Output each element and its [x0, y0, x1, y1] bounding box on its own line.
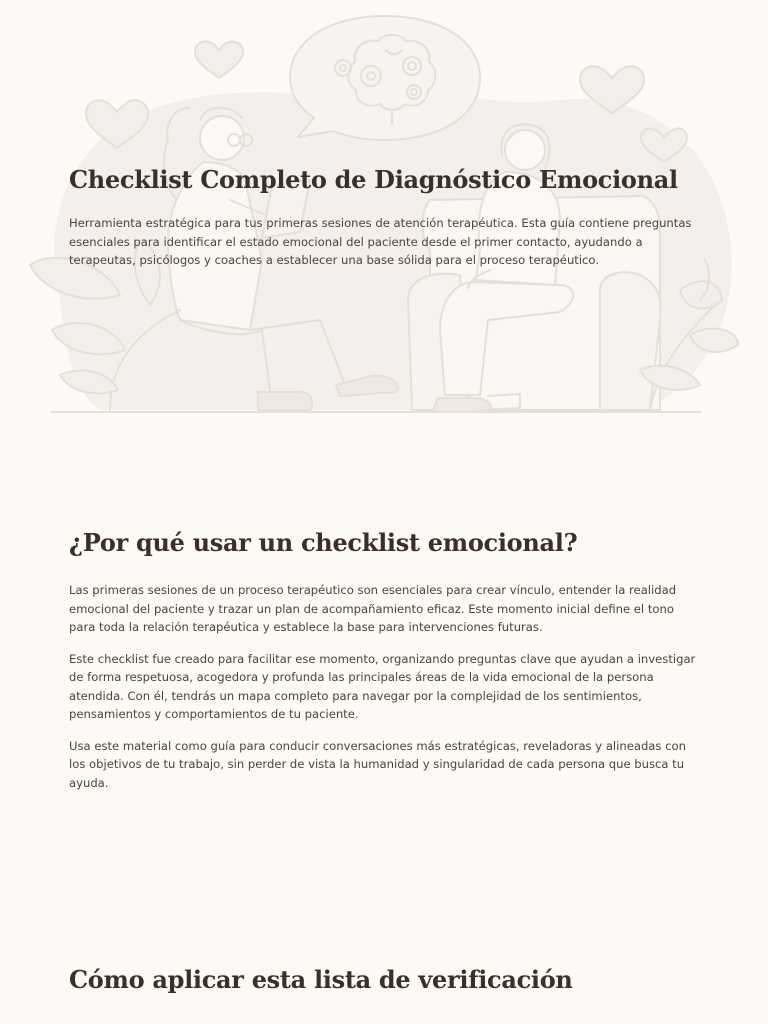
hero-section [69, 160, 701, 270]
page-title: Checklist Completo de Diagnóstico Emocional [69, 165, 678, 194]
paragraph: Las primeras sesiones de un proceso terapéutico son esenciales para crear vínculo, entender la realidad emocional del paciente y trazar un plan de acompañamiento eficaz. Este momento inicial define el tono para toda la relación terapéutica y establece la base para intervenciones futuras. [69, 583, 677, 634]
how-section-heading: Cómo aplicar esta lista de verificación [69, 965, 573, 994]
why-section-heading: ¿Por qué usar un checklist emocional? [69, 528, 578, 557]
heart-icon [195, 41, 243, 78]
paragraph: Este checklist fue creado para facilitar ese momento, organizando preguntas clave que ayudan a investigar de forma respetuosa, acogedora y profunda las principales áreas de la vida emocional de la persona atendida. Con él, tendrás un mapa completo para navegar por la complejidad de los sentimientos, pensamientos y comportamientos de tu paciente. [69, 651, 696, 721]
hero-description: Herramienta estratégica para tus primeras sesiones de atención terapéutica. Esta guía contiene preguntas esenciales para identificar el estado emocional del paciente desde el primer contacto, ayudando a terapeutas, psicólogos y coaches a establecer una base sólida para el proceso terapéutico. [69, 216, 692, 268]
how-section [69, 962, 699, 998]
paragraph: Usa este material como guía para conducir conversaciones más estratégicas, reveladoras y alineadas con los objetivos de tu trabajo, sin perder de vista la humanidad y singularidad de cada persona que busca tu ayuda. [69, 738, 686, 790]
why-section [69, 525, 699, 805]
